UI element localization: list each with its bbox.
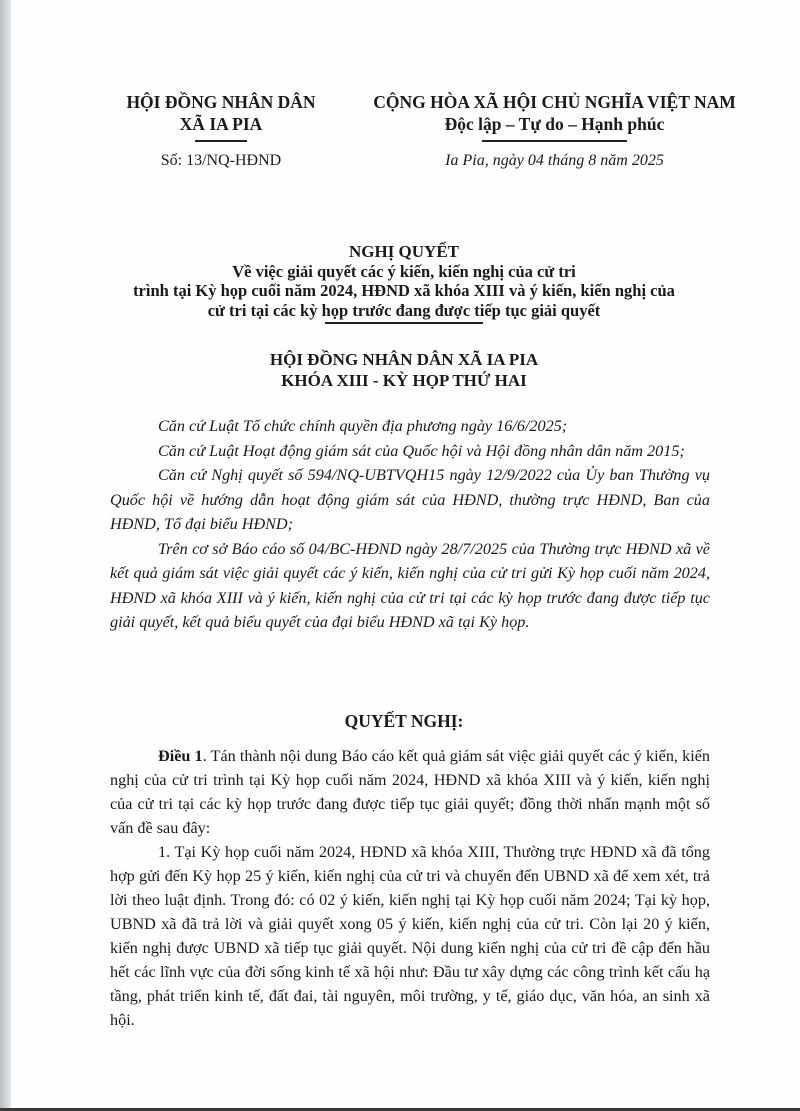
legal-basis-item: Căn cứ Nghị quyết số 594/NQ-UBTVQH15 ngày 12/9/2022 của Ủy ban Thường vụ Quốc hội về hướng dẫn hoạt động giám sát của HĐND, thường trực HĐND, Ban của HĐND, Tổ đại biểu HĐND; xyxy=(110,466,710,533)
document-title-block xyxy=(100,242,708,324)
subject-line-3: cử tri tại các kỳ họp trước đang được tiếp tục giải quyết xyxy=(207,300,601,320)
article-1-text: . Tán thành nội dung Báo cáo kết quả giám sát việc giải quyết các ý kiến, kiến nghị của cử tri trình tại Kỳ họp cuối năm 2024, HĐND xã khóa XIII và ý kiến, kiến nghị của cử tri tại các kỳ họp trước đang được tiếp tục giải quyết; đồng thời nhấn mạnh một số vấn đề sau đây: xyxy=(110,747,710,837)
issuer-underline xyxy=(195,140,247,142)
legal-basis-item: Căn cứ Luật Hoạt động giám sát của Quốc hội và Hội đồng nhân dân năm 2015; xyxy=(158,441,685,460)
legal-basis-item: Căn cứ Luật Tổ chức chính quyền địa phương ngày 16/6/2025; xyxy=(158,417,568,435)
document-type: NGHỊ QUYẾT xyxy=(348,242,460,261)
issuer-line2: XÃ IA PIA xyxy=(179,114,263,134)
article-1 xyxy=(110,744,710,840)
motto-underline xyxy=(482,140,627,142)
legal-basis xyxy=(110,414,710,635)
council-session: KHÓA XIII - KỲ HỌP THỨ HAI xyxy=(281,371,527,390)
issuer-line1: HỘI ĐỒNG NHÂN DÂN xyxy=(126,92,316,112)
article-1-item-1: 1. Tại Kỳ họp cuối năm 2024, HĐND xã khóa XIII, Thường trực HĐND xã đã tổng hợp gửi đến Kỳ họp 25 ý kiến, kiến nghị của cử tri và chuyển đến UBND xã để xem xét, trả lời theo luật định. Trong đó: có 02 ý kiến, kiến nghị tại Kỳ họp cuối năm 2024; Tại kỳ họp, UBND xã đã trả lời và giải quyết xong 05 ý kiến, kiến nghị của cử tri. Còn lại 20 ý kiến, kiến nghị được UBND xã tiếp tục giải quyết. Nội dung kiến nghị của cử tri đề cập đến hầu hết các lĩnh vực của đời sống kinh tế xã hội như: Đầu tư xây dựng các công trình kết cấu hạ tầng, phát triển kinh tế, đất đai, tài nguyên, môi trường, y tế, giáo dục, văn hóa, an sinh xã hội. xyxy=(110,843,710,1029)
subject-line-1: Về việc giải quyết các ý kiến, kiến nghị của cử tri xyxy=(232,261,576,281)
legal-basis-item: Trên cơ sở Báo cáo số 04/BC-HĐND ngày 28/7/2025 của Thường trực HĐND xã về kết quả giám sát việc giải quyết các ý kiến, kiến nghị của cử tri gửi Kỳ họp cuối năm 2024, HĐND xã khóa XIII và ý kiến, kiến nghị của cử tri tại các kỳ họp trước đang được tiếp tục giải quyết, kết quả biểu quyết của đại biểu HĐND xã tại Kỳ họp. xyxy=(110,539,710,631)
national-motto-block xyxy=(342,91,767,142)
council-block xyxy=(100,349,708,391)
issuer-block xyxy=(112,91,330,142)
country-name: CỘNG HÒA XÃ HỘI CHỦ NGHĨA VIỆT NAM xyxy=(373,92,736,112)
article-1-label: Điều 1 xyxy=(158,747,203,765)
motto: Độc lập – Tự do – Hạnh phúc xyxy=(444,114,665,134)
resolves-heading: QUYẾT NGHỊ: xyxy=(344,711,464,731)
council-name: HỘI ĐỒNG NHÂN DÂN XÃ IA PIA xyxy=(269,350,539,369)
document-number: Số: 13/NQ-HĐND xyxy=(160,152,282,169)
title-underline xyxy=(325,322,483,324)
scan-edge-left xyxy=(0,0,11,1111)
articles xyxy=(110,744,710,1032)
place-date: Ia Pia, ngày 04 tháng 8 năm 2025 xyxy=(445,152,664,169)
subject-line-2: trình tại Kỳ họp cuối năm 2024, HĐND xã khóa XIII và ý kiến, kiến nghị của xyxy=(133,281,675,300)
